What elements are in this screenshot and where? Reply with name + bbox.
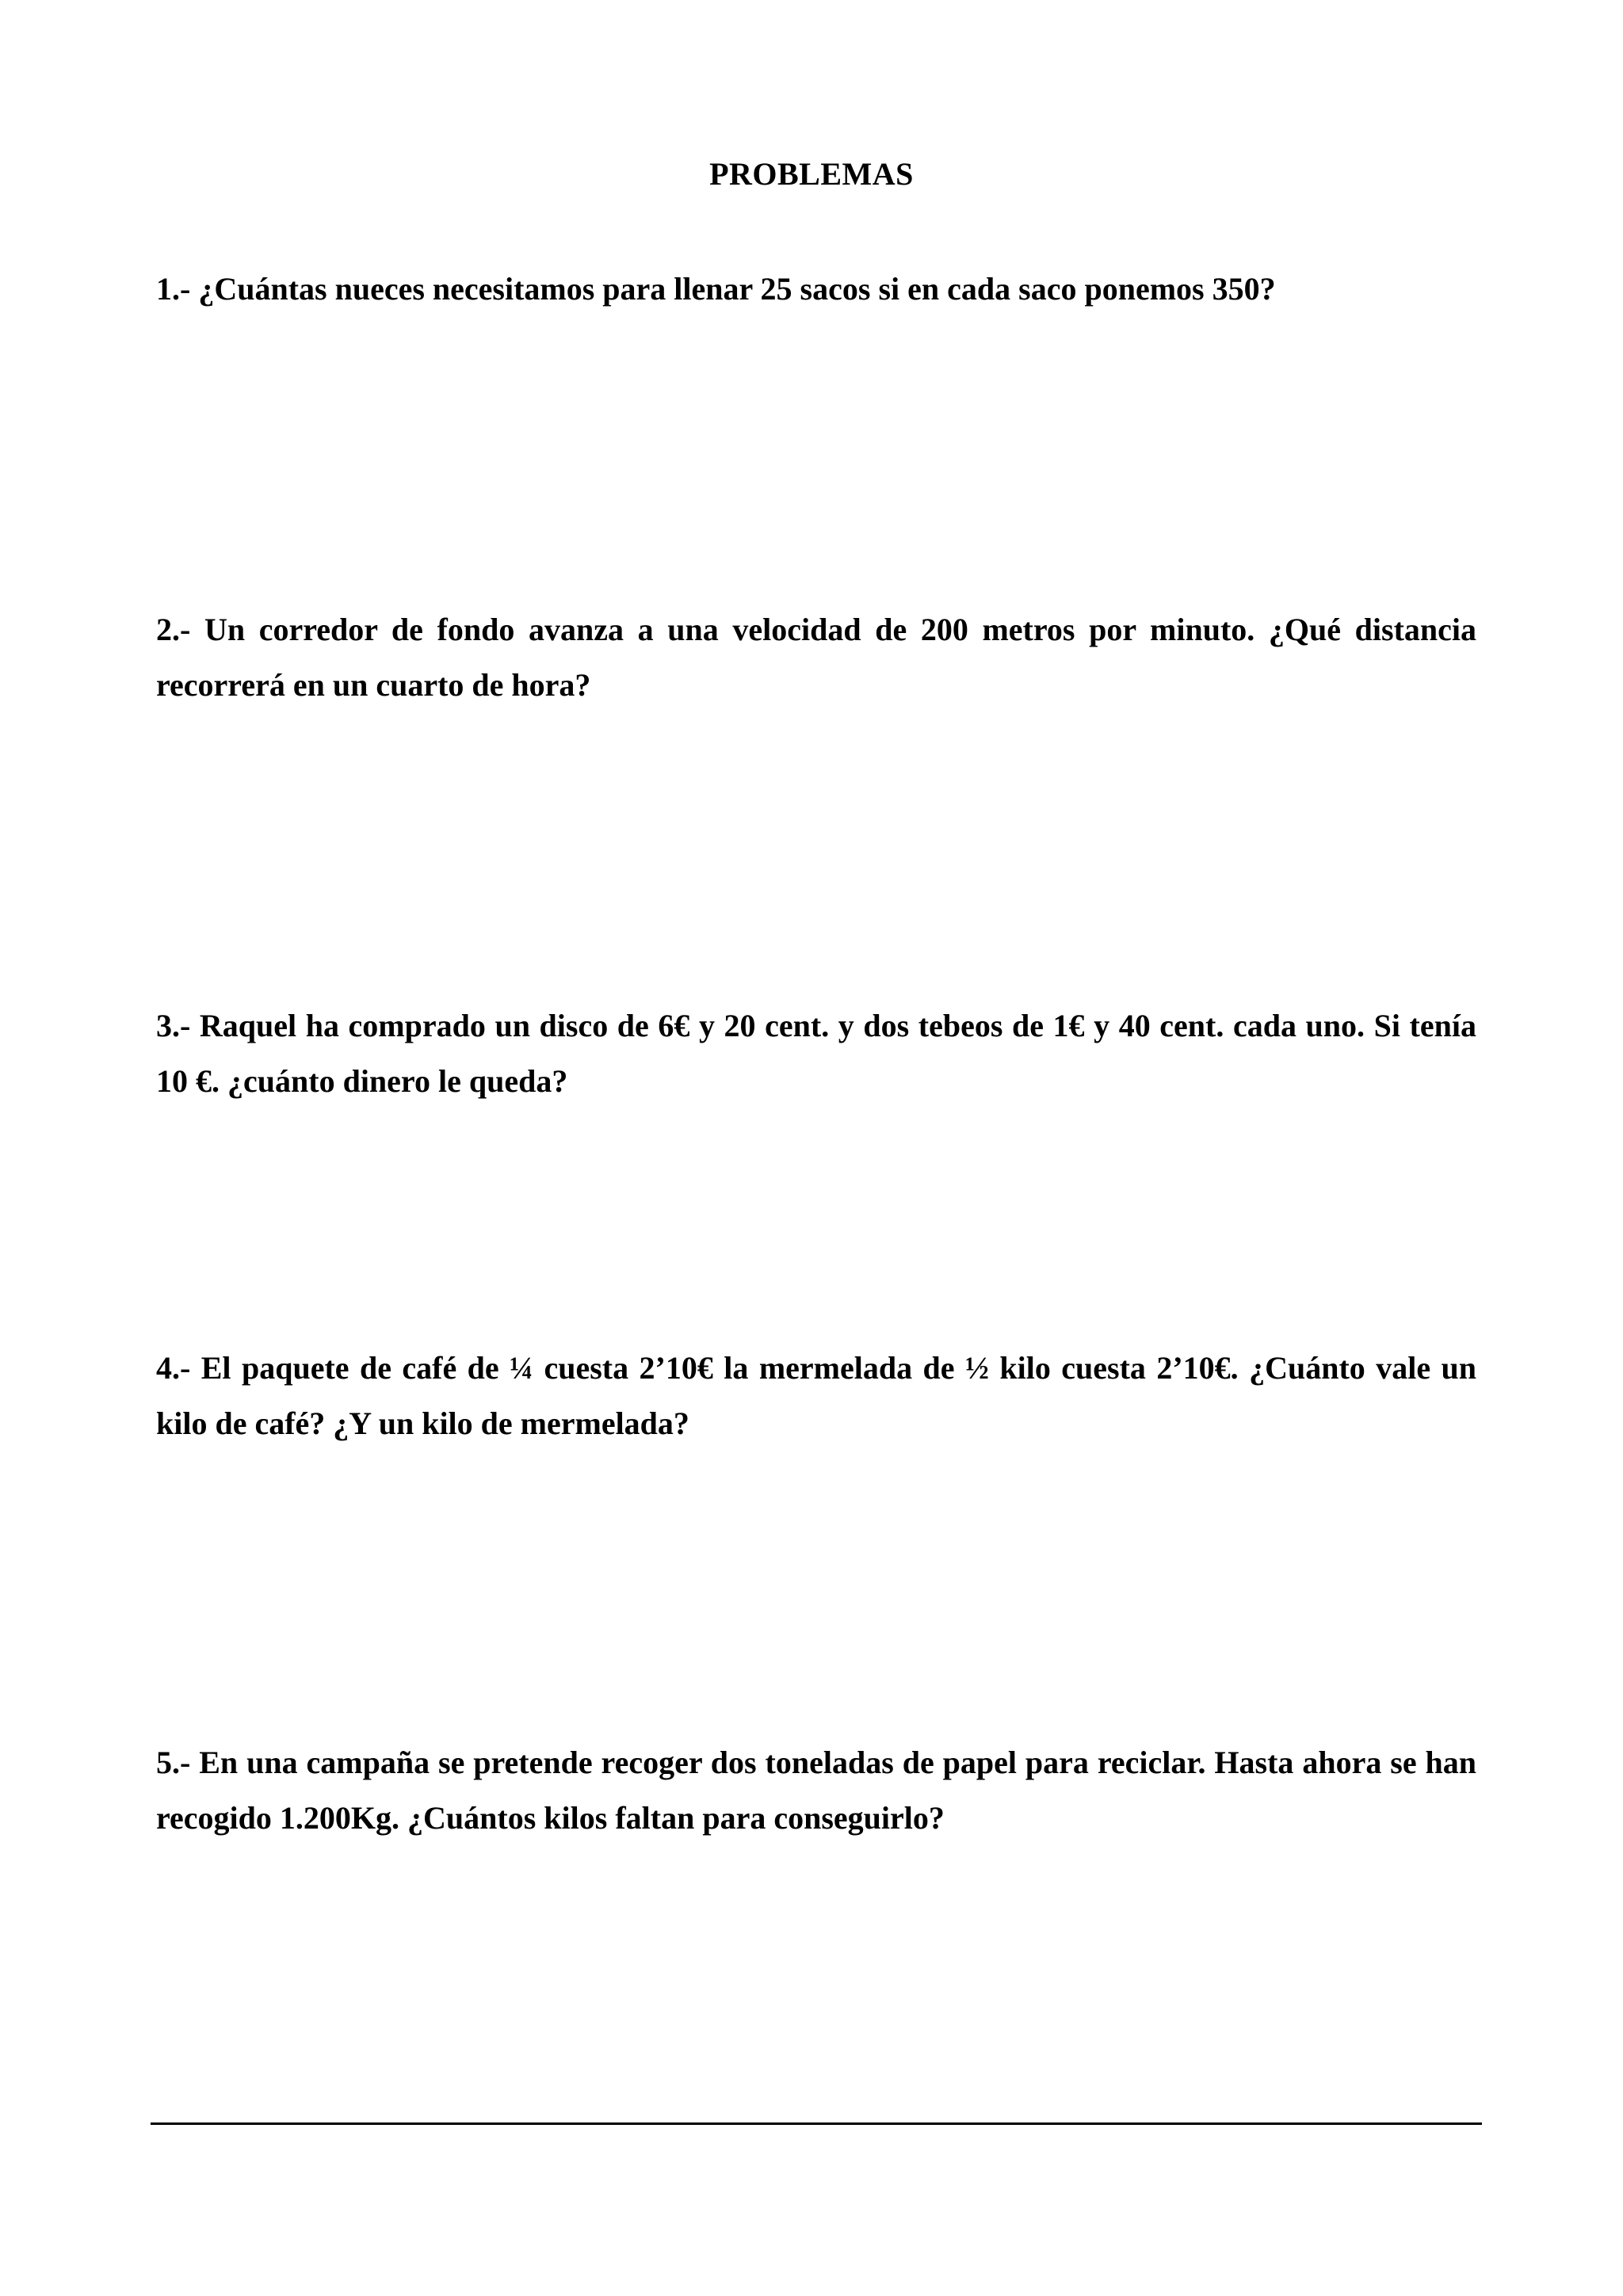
page-title: PROBLEMAS xyxy=(709,156,914,192)
problem-5: 5.- En una campaña se pretende recoger dos toneladas de papel para reciclar. Hasta ahora se han recogido 1.200Kg. ¿Cuántos kilos faltan para conseguirlo? xyxy=(156,1745,1476,1836)
footer-divider xyxy=(151,2122,1482,2125)
problem-1: 1.- ¿Cuántas nueces necesitamos para llenar 25 sacos si en cada saco ponemos 350? xyxy=(156,271,1276,307)
problem-4: 4.- El paquete de café de ¼ cuesta 2’10€ la mermelada de ½ kilo cuesta 2’10€. ¿Cuánto vale un kilo de café? ¿Y un kilo de mermelada? xyxy=(156,1350,1476,1441)
problem-3: 3.- Raquel ha comprado un disco de 6€ y 20 cent. y dos tebeos de 1€ y 40 cent. cada uno. Si tenía 10 €. ¿cuánto dinero le queda? xyxy=(156,1008,1476,1099)
problem-2: 2.- Un corredor de fondo avanza a una velocidad de 200 metros por minuto. ¿Qué distancia recorrerá en un cuarto de hora? xyxy=(156,612,1476,703)
